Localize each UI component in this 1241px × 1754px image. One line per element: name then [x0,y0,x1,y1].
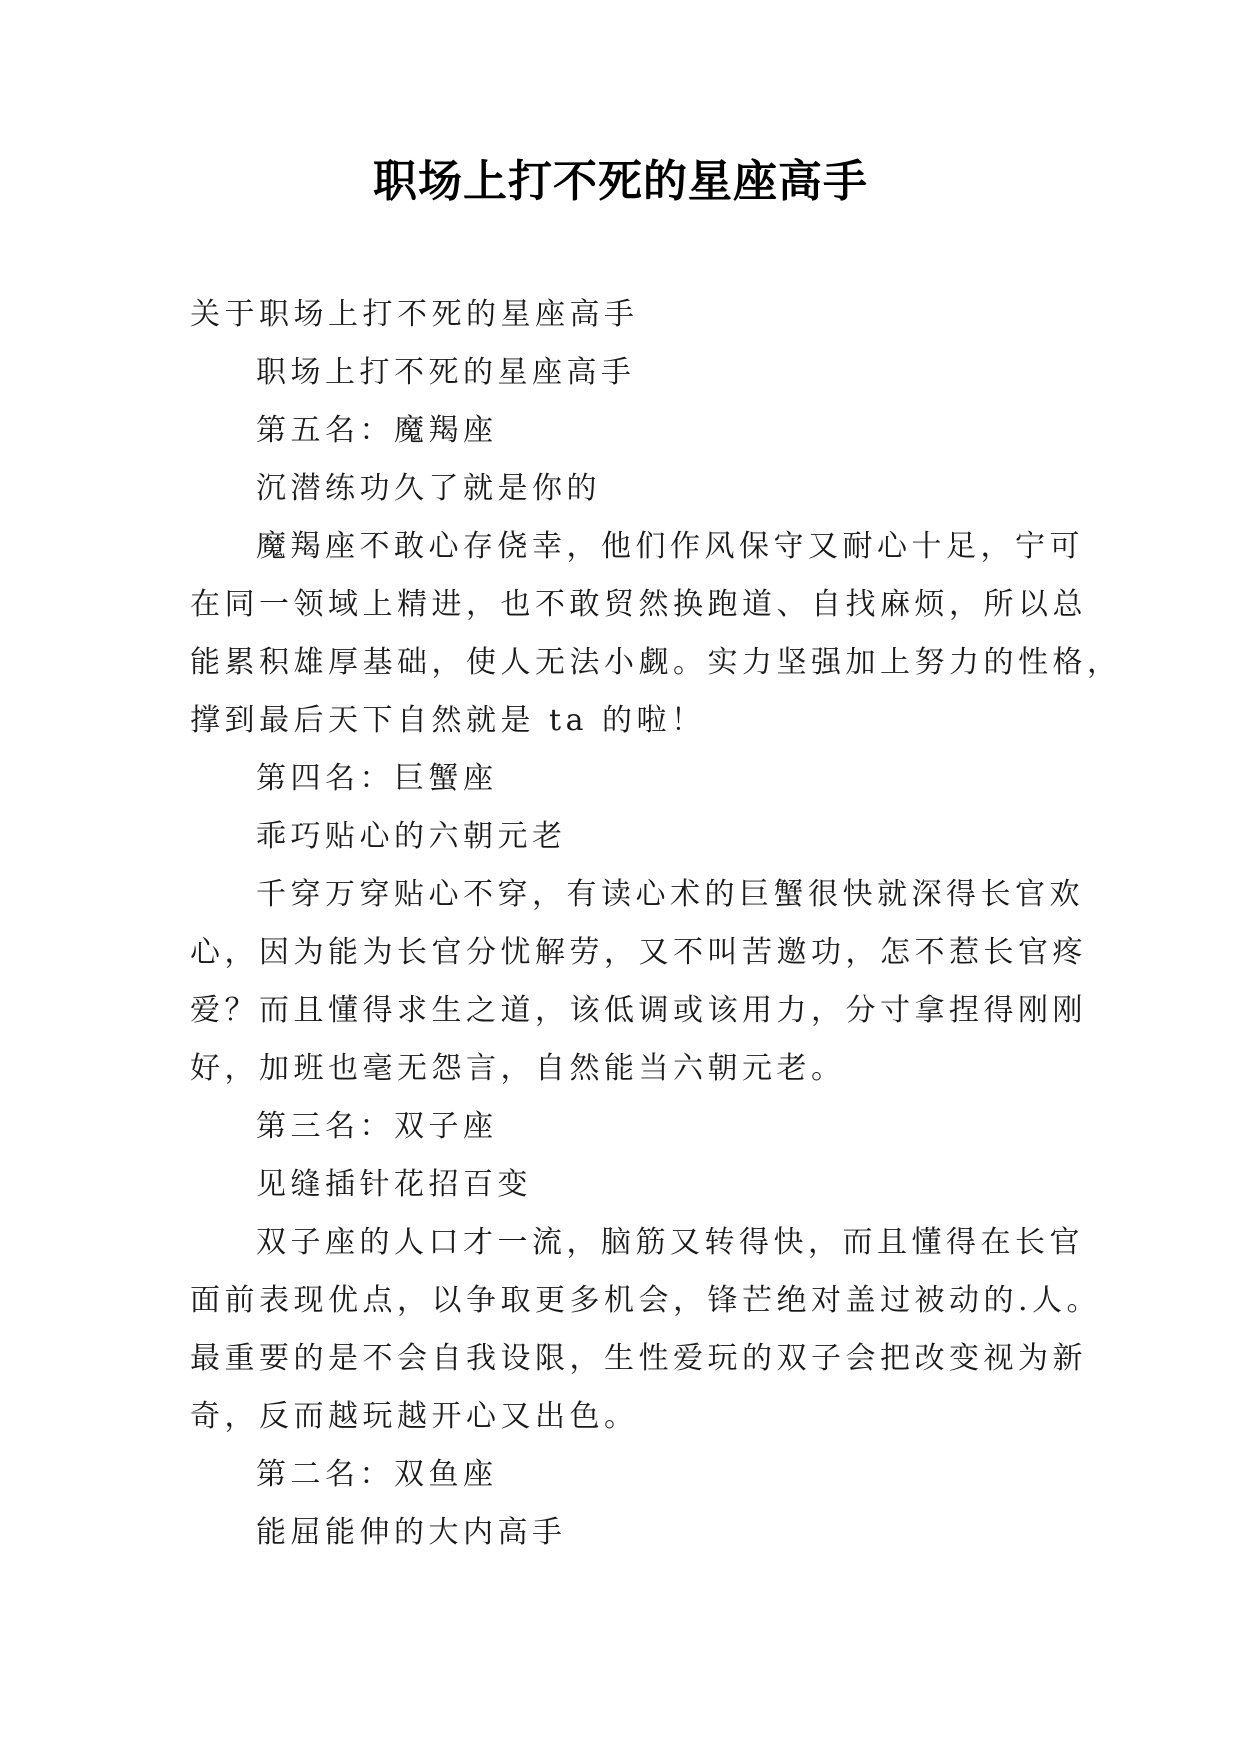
paragraph-line: 魔羯座不敢心存侥幸，他们作风保守又耐心十足，宁可 [256,529,1084,564]
paragraph-line: 最重要的是不会自我设限，生性爱玩的双子会把改变视为新 [190,1341,1087,1376]
paragraph-line: 撑到最后天下自然就是 ta 的啦！ [190,703,706,738]
paragraph-line: 爱？而且懂得求生之道，该低调或该用力，分寸拿捏得刚刚 [190,993,1087,1028]
paragraph-line: 心，因为能为长官分忧解劳，又不叫苦邀功，怎不惹长官疼 [190,935,1087,970]
paragraph-line: 千穿万穿贴心不穿，有读心术的巨蟹很快就深得长官欢 [256,877,1084,912]
paragraph-line: 面前表现优点，以争取更多机会，锋芒绝对盖过被动的.人。 [190,1283,1102,1318]
rank-slogan-4: 乖巧贴心的六朝元老 [256,819,567,854]
rank-heading-5: 第五名：魔羯座 [256,413,498,448]
rank-heading-3: 第三名：双子座 [256,1109,498,1144]
document-body [190,286,1122,1562]
rank-heading-2: 第二名：双鱼座 [256,1457,498,1492]
paragraph-line: 好，加班也毫无怨言，自然能当六朝元老。 [190,1051,846,1086]
paragraph-line: 在同一领域上精进，也不敢贸然换跑道、自找麻烦，所以总 [190,587,1087,622]
paragraph-line: 双子座的人口才一流，脑筋又转得快，而且懂得在长官 [256,1225,1084,1260]
subtitle-line: 职场上打不死的星座高手 [256,355,636,390]
rank-slogan-2: 能屈能伸的大内高手 [256,1515,567,1550]
rank-heading-4: 第四名：巨蟹座 [256,761,498,796]
rank-slogan-3: 见缝插针花招百变 [256,1167,532,1202]
rank-slogan-5: 沉潜练功久了就是你的 [256,471,601,506]
paragraph-line: 能累积雄厚基础，使人无法小觑。实力坚强加上努力的性格， [190,645,1122,680]
intro-line: 关于职场上打不死的星座高手 [190,297,639,332]
document-title: 职场上打不死的星座高手 [373,156,868,207]
paragraph-line: 奇，反而越玩越开心又出色。 [190,1399,639,1434]
